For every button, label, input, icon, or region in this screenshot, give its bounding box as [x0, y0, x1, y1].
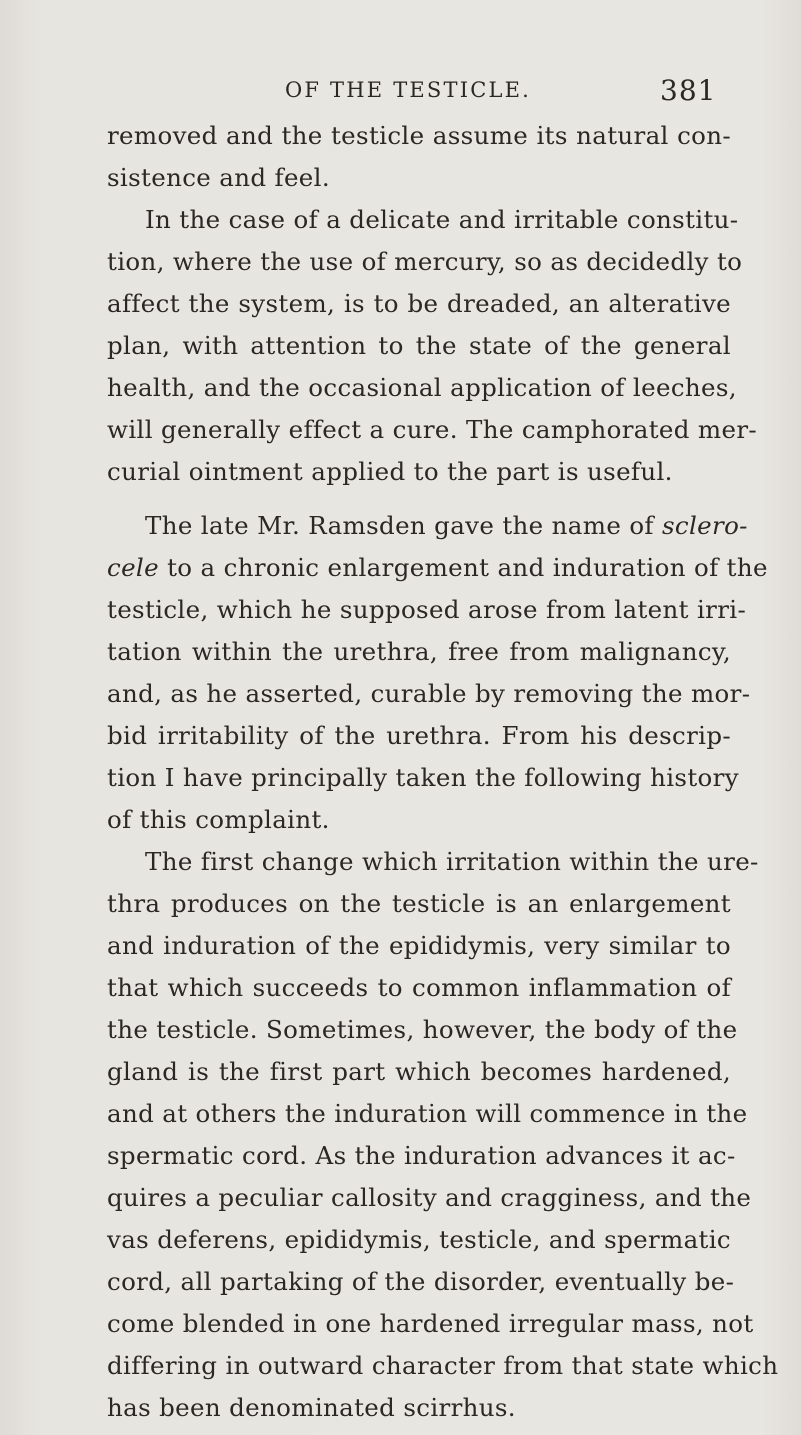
page-header	[0, 74, 801, 112]
text-line-rich	[107, 548, 768, 588]
page-number: 381	[660, 74, 717, 107]
text-fragment: The late Mr. Ramsden gave the name of	[145, 511, 662, 540]
text-line-rich	[145, 506, 748, 546]
text-line: and induration of the epididymis, very similar to	[107, 931, 731, 960]
text-line: gland is the first part which becomes hardened,	[107, 1057, 731, 1086]
italic-term: sclero-	[661, 511, 748, 540]
text-line: plan, with attention to the state of the general	[107, 331, 731, 360]
text-line: bid irritability of the urethra. From his descrip-	[107, 721, 731, 750]
text-line: the testicle. Sometimes, however, the body of the	[107, 1015, 738, 1044]
text-line: In the case of a delicate and irritable constitu-	[145, 205, 739, 234]
text-line: will generally effect a cure. The camphorated mer-	[107, 415, 758, 444]
italic-term: cele	[107, 553, 159, 582]
text-line: that which succeeds to common inflammation of	[107, 973, 731, 1002]
text-line: and, as he asserted, curable by removing the mor-	[107, 679, 751, 708]
text-line: sistence and feel.	[107, 163, 330, 192]
text-line: curial ointment applied to the part is useful.	[107, 457, 673, 486]
text-line: cord, all partaking of the disorder, eventually be-	[107, 1267, 735, 1296]
text-line: vas deferens, epididymis, testicle, and spermatic	[107, 1225, 731, 1254]
text-line: spermatic cord. As the induration advances it ac-	[107, 1141, 736, 1170]
text-line: affect the system, is to be dreaded, an alterative	[107, 289, 731, 318]
text-line: removed and the testicle assume its natural con-	[107, 121, 731, 150]
running-title: OF THE TESTICLE.	[285, 78, 532, 102]
text-line: The first change which irritation within the ure-	[145, 847, 759, 876]
text-line: come blended in one hardened irregular mass, not	[107, 1309, 754, 1338]
text-line: and at others the induration will commence in the	[107, 1099, 748, 1128]
text-line: has been denominated scirrhus.	[107, 1393, 516, 1422]
text-line: quires a peculiar callosity and cragginess, and the	[107, 1183, 752, 1212]
text-line: tion, where the use of mercury, so as decidedly to	[107, 247, 743, 276]
text-line: of this complaint.	[107, 805, 330, 834]
text-line: tation within the urethra, free from malignancy,	[107, 637, 731, 666]
text-line: testicle, which he supposed arose from latent irri-	[107, 595, 747, 624]
text-line: differing in outward character from that state which	[107, 1351, 779, 1380]
text-line: health, and the occasional application of leeches,	[107, 373, 737, 402]
text-line: tion I have principally taken the following history	[107, 763, 739, 792]
text-fragment: to a chronic enlargement and induration of the	[158, 553, 768, 582]
text-line: thra produces on the testicle is an enlargement	[107, 889, 731, 918]
